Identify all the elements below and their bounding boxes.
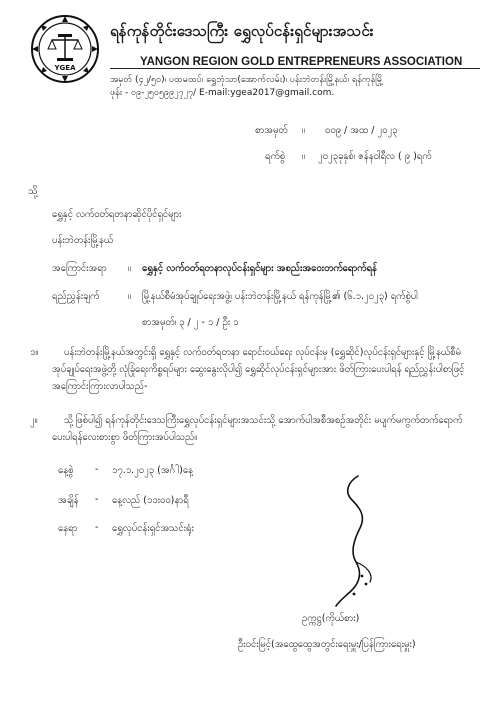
org-contact: ဖုန်း - ၀၉-၂၅၀၅၉၉၂၇၂၇/ E-mail:ygea2017@gmail.com. bbox=[110, 88, 335, 98]
reference-sep: ။ bbox=[128, 291, 131, 302]
ref-sep: ။ bbox=[302, 125, 305, 136]
recipient-line2: ပန်းဘဲတန်းမြို့နယ် bbox=[52, 235, 114, 246]
handwritten-signature bbox=[300, 470, 410, 610]
subject-label: အကြောင်းအရာ bbox=[52, 263, 107, 274]
schedule-date-value: ၁၇.၁.၂၀၂၃ (အင်္ဂါ)နေ့ bbox=[112, 465, 193, 476]
letter-page: YGEA ရန်ကုန်တိုင်းဒေသကြီး ရွှေလုပ်ငန်းရှင်များအသင်း YANGON REGION GOLD ENTREPRENEURS ASSOCIATION အမှတ် (၄၂/၅၀)၊ ပထမထပ်၊ ရွှေဘုံသာ(အောက်လမ်း)၊ ပန်းဘဲတန်းမြို့နယ်၊ ရန်ကုန်မြို့ ဖုန်း - ၀၉-၂၅၀၅၉၉၂၇၂၇/ E-mail:ygea2017@gmail.com. စာအမှတ် ။ ၀၀၉ / အထ / ၂၀၂၃ ရက်စွဲ ။ ၂၀၂၃ခုနှစ်၊ ဇန်နဝါရီလ ( ၉ )ရက် သို့ ရွှေနှင့် လက်ဝတ်ရတနာဆိုင်ပိုင်ရှင်များ ပန်းဘဲတန်းမြို့နယ် အကြောင်းအရာ ။ ရွှေနှင့် လက်ဝတ်ရတနာလုပ်ငန်းရှင်များ အစည်းအဝေးတက်ရောက်ရန် ရည်ညွှန်းချက် ။ မြို့နယ်စီမံအုပ်ချုပ်ရေးအဖွဲ့၊ ပန်းဘဲတန်းမြို့နယ် ရန်ကုန်မြို့၏ (၆.၁.၂၀၂၃) ရက်စွဲပါ စာအမှတ်၊ ၃ / ၂ - ၁ / ဦး ၁ ၁။ ပန်းဘဲတန်းမြို့နယ်အတွင်းရှိ ရွှေနှင့် လက်ဝတ်ရတနာ ရောင်းဝယ်ရေး လုပ်ငန်းမှ (ရွှေဆိုင်)လုပ်ငန်းရှင်များနှင့် မြို့နယ်စီမံအုပ်ချုပ်ရေးအဖွဲ့တို့ လုံခြုံရေးကိစ္စရပ်များ ဆွေးနွေးလိုပါ၍ ရွှေဆိုင်လုပ်ငန်းရှင်များအား ဖိတ်ကြားပေးပါရန် ရည်ညွှန်းပါစာဖြင့် အကြောင်းကြားလာပါသည်- ၂။ သို့ဖြစ်ပါ၍ ရန်ကုန်တိုင်းဒေသကြီးရွှေလုပ်ငန်းရှင်များအသင်းသို့ အောက်ပါအစီအစဉ်အတိုင်း မပျက်မကွက်တက်ရောက်ပေးပါရန်လေးစားစွာ ဖိတ်ကြားအပ်ပါသည်။ နေ့စွဲ - ၁၇.၁.၂၀၂၃ (အင်္ဂါ)နေ့ အချိန် - နေ့လည် (၁၁း၀၀)နာရီ နေရာ - ရွှေလုပ်ငန်းရှင်အသင်းရုံး ဥက္ကဋ္ဌ(ကိုယ်စား) ဦးဝင်းမြင့်(အထွေထွေအတွင်းရေးမှူး/ပြန်ကြားရေးမှူး) bbox=[0, 0, 501, 720]
schedule-time-value: နေ့လည် (၁၁း၀၀)နာရီ bbox=[112, 495, 189, 506]
org-name-english: YANGON REGION GOLD ENTREPRENEURS ASSOCIATION bbox=[140, 56, 463, 68]
ref-no-label: စာအမှတ် bbox=[255, 125, 288, 136]
association-logo-icon bbox=[30, 14, 100, 84]
org-name-myanmar: ရန်ကုန်တိုင်းဒေသကြီး ရွှေလုပ်ငန်းရှင်များအသင်း bbox=[110, 22, 374, 40]
ref-date-value: ၂၀၂၃ခုနှစ်၊ ဇန်နဝါရီလ ( ၉ )ရက် bbox=[318, 151, 432, 162]
logo-text: YGEA bbox=[54, 64, 76, 72]
paragraph-2-number: ၂။ bbox=[30, 415, 38, 426]
ref-date-sep: ။ bbox=[302, 151, 305, 162]
signatory-title: ဥက္ကဋ္ဌ(ကိုယ်စား) bbox=[302, 613, 360, 624]
signatory-name: ဦးဝင်းမြင့်(အထွေထွေအတွင်းရေးမှူး/ပြန်ကြားရေးမှူး) bbox=[238, 639, 416, 650]
ref-date-label: ရက်စွဲ bbox=[265, 151, 286, 162]
schedule-time-label: အချိန် bbox=[58, 495, 79, 506]
paragraph-2: သို့ဖြစ်ပါ၍ ရန်ကုန်တိုင်းဒေသကြီးရွှေလုပ်ငန်းရှင်များအသင်းသို့ အောက်ပါအစီအစဉ်အတိုင်း မပျက်မကွက်တက်ရောက်ပေးပါရန်လေးစားစွာ ဖိတ်ကြားအပ်ပါသည်။ bbox=[52, 415, 463, 443]
schedule-venue-label: နေရာ bbox=[58, 523, 78, 534]
ref-no-value: ၀၀၉ / အထ / ၂၀၂၃ bbox=[325, 125, 398, 136]
header-divider bbox=[110, 68, 480, 69]
subject-value: ရွှေနှင့် လက်ဝတ်ရတနာလုပ်ငန်းရှင်များ အစည်းအဝေးတက်ရောက်ရန် bbox=[142, 263, 377, 274]
reference-value: မြို့နယ်စီမံအုပ်ချုပ်ရေးအဖွဲ့၊ ပန်းဘဲတန်းမြို့နယ် ရန်ကုန်မြို့၏ (၆.၁.၂၀၂၃) ရက်စွဲပါ bbox=[142, 291, 418, 302]
subject-sep: ။ bbox=[128, 263, 131, 274]
paragraph-1-number: ၁။ bbox=[30, 347, 39, 358]
recipient-to: သို့ bbox=[28, 186, 38, 197]
recipient-line1: ရွှေနှင့် လက်ဝတ်ရတနာဆိုင်ပိုင်ရှင်များ bbox=[52, 209, 182, 220]
schedule-venue-value: ရွှေလုပ်ငန်းရှင်အသင်းရုံး bbox=[112, 523, 194, 534]
paragraph-1: ပန်းဘဲတန်းမြို့နယ်အတွင်းရှိ ရွှေနှင့် လက်ဝတ်ရတနာ ရောင်းဝယ်ရေး လုပ်ငန်းမှ (ရွှေဆိုင်)လုပ်ငန်းရှင်များနှင့် မြို့နယ်စီမံအုပ်ချုပ်ရေးအဖွဲ့တို့ လုံခြုံရေးကိစ္စရပ်များ ဆွေးနွေးလိုပါ၍ ရွှေဆိုင်လုပ်ငန်းရှင်များအား ဖိတ်ကြားပေးပါရန် ရည်ညွှန်းပါစာဖြင့် အကြောင်းကြားလာပါသည်- bbox=[52, 347, 465, 392]
reference-value-2: စာအမှတ်၊ ၃ / ၂ - ၁ / ဦး ၁ bbox=[142, 317, 239, 328]
reference-label: ရည်ညွှန်းချက် bbox=[52, 291, 100, 302]
schedule-date-label: နေ့စွဲ bbox=[58, 465, 74, 476]
org-address: အမှတ် (၄၂/၅၀)၊ ပထမထပ်၊ ရွှေဘုံသာ(အောက်လမ်း)၊ ပန်းဘဲတန်းမြို့နယ်၊ ရန်ကုန်မြို့ bbox=[110, 75, 384, 85]
